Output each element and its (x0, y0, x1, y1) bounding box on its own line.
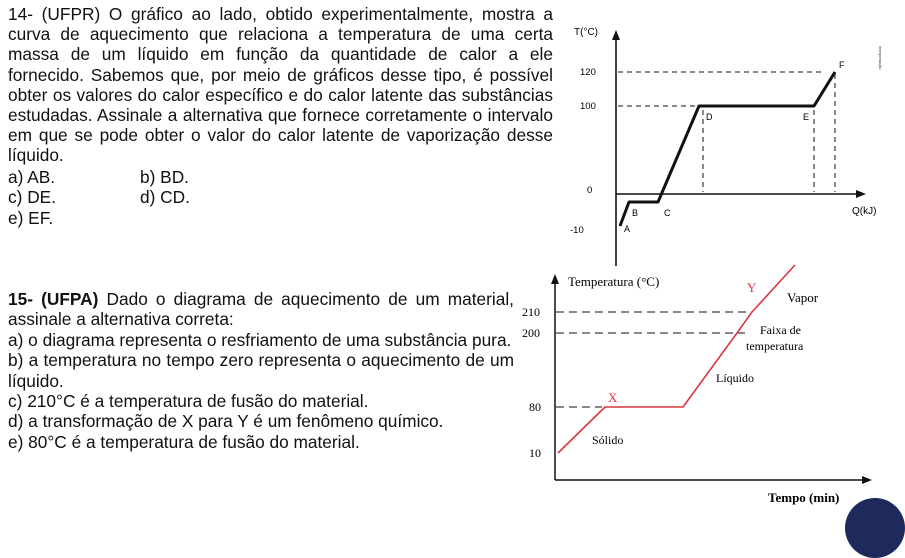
chart1-xlabel: Q(kJ) (852, 206, 877, 217)
chart1-tick-neg10: -10 (570, 225, 584, 236)
question-15-stem-text: Dado o diagrama de aquecimento de um material, assinale a alternativa correta: (8, 289, 514, 330)
question-15 (8, 289, 514, 452)
chart2-label-band2: temperatura (746, 339, 804, 353)
chart2-ylabel: Temperatura (°C) (568, 274, 660, 289)
option-14-c[interactable]: c) DE. (8, 187, 57, 208)
option-14-d[interactable]: d) CD. (140, 187, 190, 208)
chart2-tick-210: 210 (522, 305, 540, 319)
option-15-d[interactable]: d) a transformação de X para Y é um fenômeno químico. (8, 411, 444, 432)
chart1-label-d: D (706, 112, 713, 122)
option-15-c[interactable]: c) 210°C é a temperatura de fusão do material. (8, 391, 369, 412)
chart2-label-y: Y (747, 280, 757, 295)
chart1-ylabel: T(°C) (574, 27, 598, 38)
chart2-xlabel: Tempo (min) (768, 490, 840, 505)
chart1-y-arrow (612, 30, 620, 40)
option-14-a[interactable]: a) AB. (8, 166, 56, 187)
chart1-side-note: Interpretação (878, 46, 883, 70)
chart2-x-arrow (862, 476, 872, 484)
chart1-label-e: E (803, 112, 810, 122)
chart1-tick-100: 100 (580, 101, 596, 112)
question-15-title: 15- (UFPA) (8, 289, 99, 309)
chart1-tick-120: 120 (580, 67, 596, 78)
chart1-curve (620, 72, 835, 226)
question-14-options (8, 167, 553, 229)
option-14-b[interactable]: b) BD. (140, 166, 189, 187)
chart2-tick-200: 200 (522, 326, 540, 340)
option-15-e[interactable]: e) 80°C é a temperatura de fusão do material. (8, 431, 360, 452)
chart1-x-arrow (856, 190, 866, 198)
question-15-stem (8, 289, 514, 330)
option-14-e[interactable]: e) EF. (8, 207, 54, 228)
chart1-label-c: C (664, 208, 671, 218)
chart2-tick-80: 80 (529, 400, 541, 414)
option-15-b[interactable]: b) a temperatura no tempo zero representa o aquecimento de um líquido. (8, 350, 514, 391)
chart1-tick-0: 0 (587, 185, 593, 196)
chart2-label-liquid: Líquido (716, 371, 754, 385)
chart2-curve (558, 265, 795, 453)
chart1-label-f: F (839, 60, 845, 70)
question-14 (8, 4, 553, 228)
chart1-label-a: A (624, 224, 631, 234)
chart2-y-arrow (551, 274, 559, 284)
heating-curve-chart-14 (556, 22, 881, 272)
chart2-label-solid: Sólido (592, 433, 624, 447)
chart1-label-b: B (632, 208, 639, 218)
heating-diagram-chart-15 (520, 268, 880, 508)
chart2-tick-10: 10 (529, 446, 541, 460)
chart2-label-vapor: Vapor (787, 290, 819, 305)
chart2-label-band: Faixa de (760, 323, 801, 337)
question-14-text: 14- (UFPR) O gráfico ao lado, obtido experimentalmente, mostra a curva de aquecimento que relaciona a temperatura de uma certa massa de um líquido em função da quantidade de calor a ele fornecido. Sabemos que, por meio de gráficos desse tipo, é possível obter os valores do calor específico e do calor latente das substâncias estudadas. Assinale a alternativa que fornece corretamente o intervalo em que se pode obter o valor do calor latente de vaporização desse líquido. (8, 4, 553, 166)
option-15-a[interactable]: a) o diagrama representa o resfriamento de uma substância pura. (8, 329, 512, 350)
chart2-label-x: X (608, 390, 618, 405)
corner-decoration (845, 498, 905, 558)
